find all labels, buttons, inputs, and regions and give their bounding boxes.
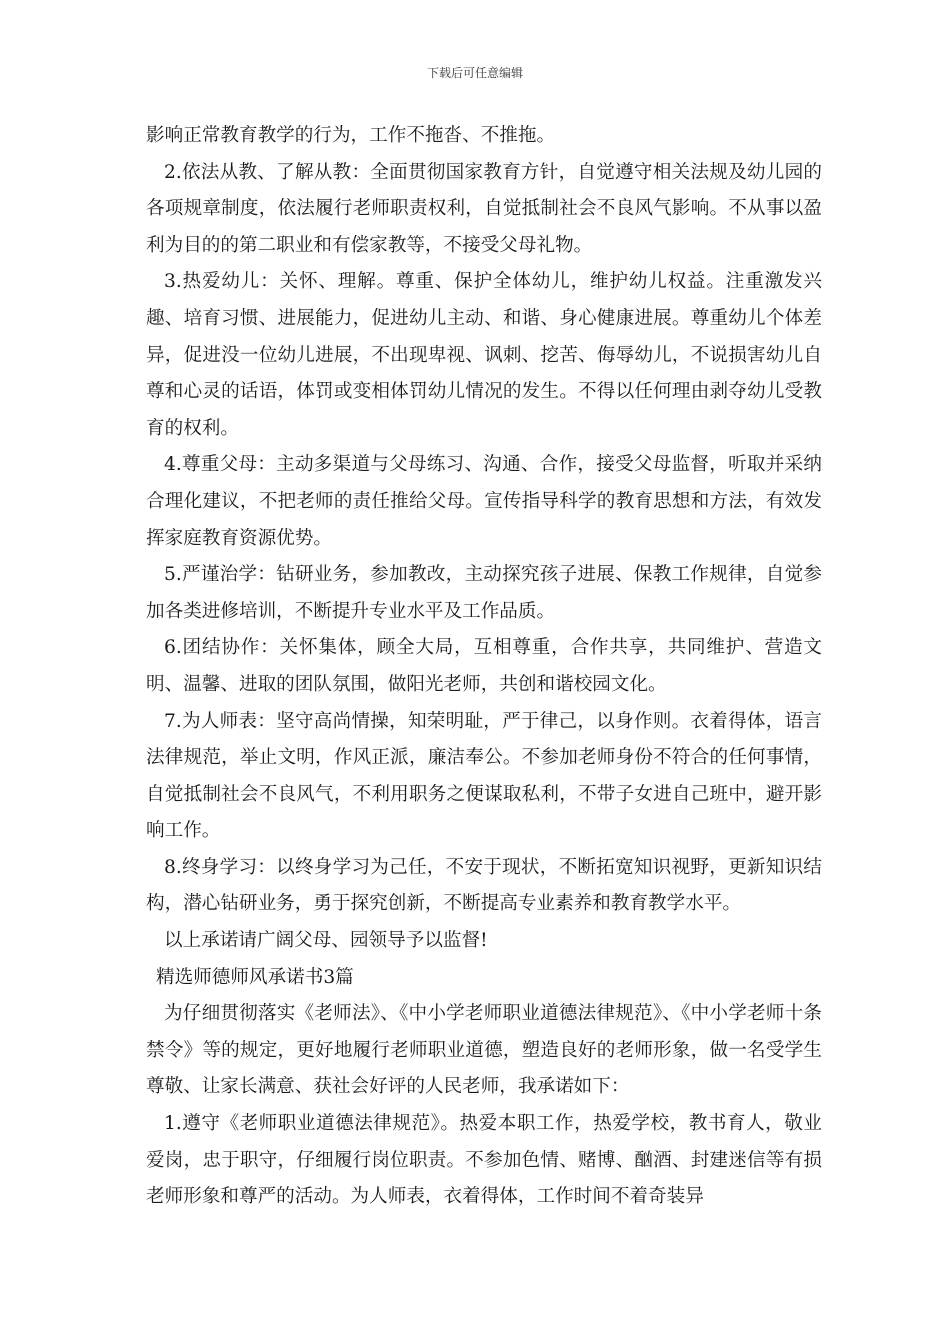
paragraph-item-3: 3.热爱幼儿：关怀、理解。尊重、保护全体幼儿，维护幼儿权益。注重激发兴趣、培育习惯、进展能力，促进幼儿主动、和谐、身心健康进展。尊重幼儿个体差异，促进没一位幼儿进展，不出现卑视、讽刺、挖苦、侮辱幼儿，不说损害幼儿自尊和心灵的话语，体罚或变相体罚幼儿情况的发生。不得以任何理由剥夺幼儿受教育的权利。: [146, 271, 822, 439]
section-title: 精选师德师风承诺书3篇: [156, 966, 354, 988]
paragraph-intro: 为仔细贯彻落实《老师法》、《中小学老师职业道德法律规范》、《中小学老师十条禁令》等的规定，更好地履行老师职业道德，塑造良好的老师形象，做一名受学生尊敬、让家长满意、获社会好评的人民老师，我承诺如下：: [146, 1003, 822, 1098]
paragraph-item-6: 6.团结协作：关怀集体，顾全大局，互相尊重，合作共享，共同维护、营造文明、温馨、进取的团队氛围，做阳光老师，共创和谐校园文化。: [146, 637, 822, 695]
paragraph-continuation: 影响正常教育教学的行为，工作不拖沓、不推拖。: [146, 125, 556, 146]
document-body: [146, 118, 822, 1216]
page-header: 下载后可任意编辑: [426, 66, 523, 80]
paragraph-item-5: 5.严谨治学：钻研业务，参加教改，主动探究孩子进展、保教工作规律，自觉参加各类进修培训，不断提升专业水平及工作品质。: [146, 564, 822, 622]
paragraph-item-4: 4.尊重父母：主动多渠道与父母练习、沟通、合作，接受父母监督，听取并采纳合理化建议，不把老师的责任推给父母。宣传指导科学的教育思想和方法，有效发挥家庭教育资源优势。: [146, 454, 822, 549]
paragraph-closing: 以上承诺请广阔父母、园领导予以监督!: [164, 930, 488, 952]
paragraph-item-7: 7.为人师表：坚守高尚情操，知荣明耻，严于律己，以身作则。衣着得体，语言法律规范，举止文明，作风正派，廉洁奉公。不参加老师身份不符合的任何事情，自觉抵制社会不良风气，不利用职务之便谋取私利，不带子女进自己班中，避开影响工作。: [146, 710, 822, 842]
paragraph-item-1: 1.遵守《老师职业道德法律规范》。热爱本职工作，热爱学校，教书育人，敬业爱岗，忠于职守，仔细履行岗位职责。不参加色情、赌博、酗酒、封建迷信等有损老师形象和尊严的活动。为人师表，衣着得体，工作时间不着奇装异: [146, 1113, 822, 1208]
paragraph-item-8: 8.终身学习：以终身学习为己任，不安于现状，不断拓宽知识视野，更新知识结构，潜心钻研业务，勇于探究创新，不断提高专业素养和教育教学水平。: [146, 856, 822, 915]
paragraph-item-2: 2.依法从教、了解从教：全面贯彻国家教育方针，自觉遵守相关法规及幼儿园的各项规章制度，依法履行老师职责权利，自觉抵制社会不良风气影响。不从事以盈利为目的的第二职业和有偿家教等，不接受父母礼物。: [146, 161, 822, 256]
